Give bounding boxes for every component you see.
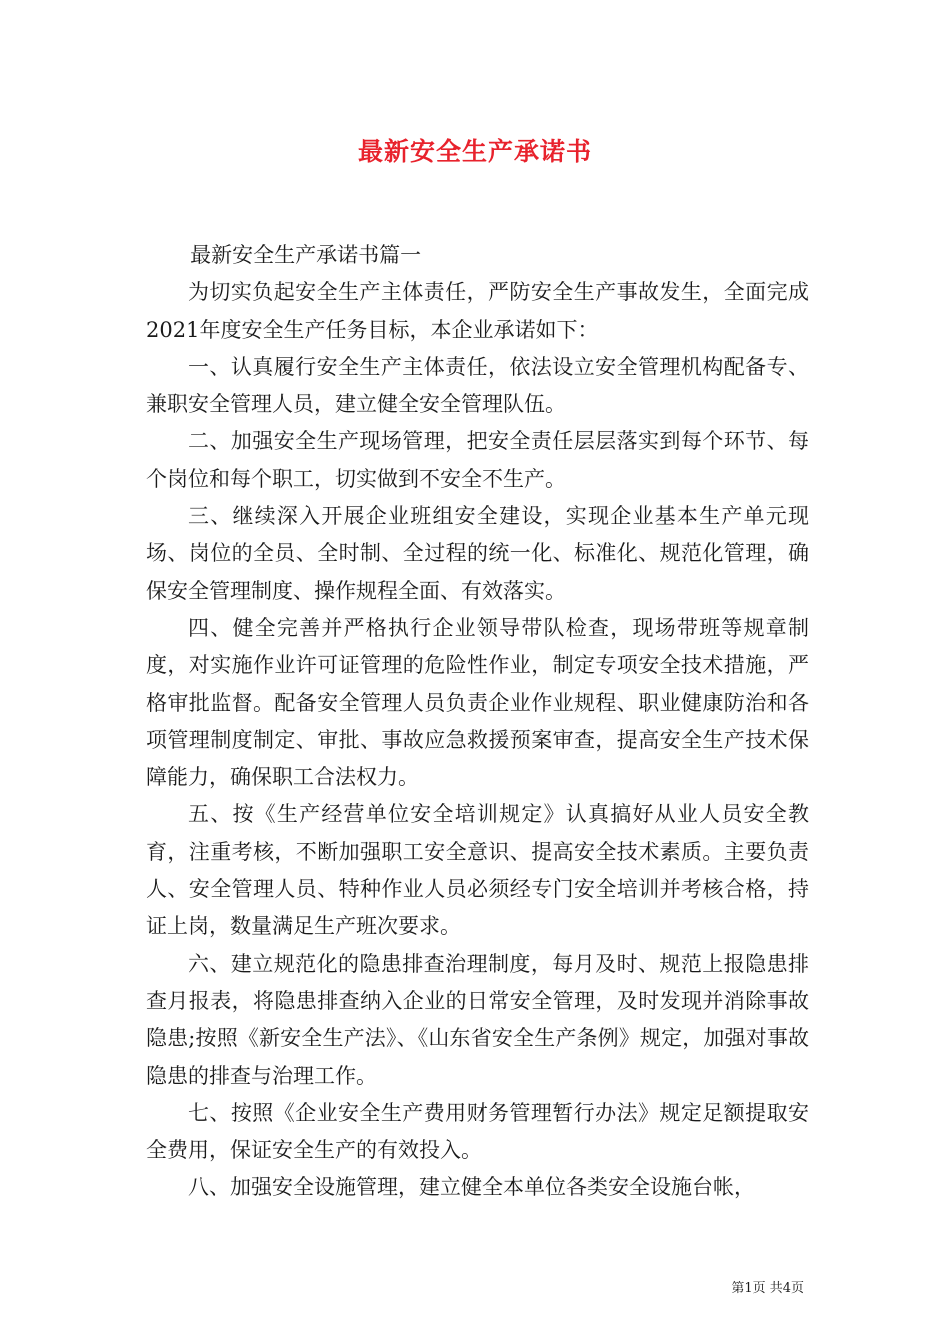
paragraph-item-5: 五、按《生产经营单位安全培训规定》认真搞好从业人员安全教育，注重考核，不断加强职工安全意识、提高安全技术素质。主要负责人、安全管理人员、特种作业人员必须经专门安全培训并考核合格，持证上岗，数量满足生产班次要求。 xyxy=(146,802,809,939)
paragraph-item-6: 六、建立规范化的隐患排查治理制度，每月及时、规范上报隐患排查月报表，将隐患排查纳入企业的日常安全管理，及时发现并消除事故隐患;按照《新安全生产法》、《山东省安全生产条例》规定，加强对事故隐患的排查与治理工作。 xyxy=(146,951,809,1088)
paragraph-item-3: 三、继续深入开展企业班组安全建设，实现企业基本生产单元现场、岗位的全员、全时制、全过程的统一化、标准化、规范化管理，确保安全管理制度、操作规程全面、有效落实。 xyxy=(146,504,809,603)
section-heading: 最新安全生产承诺书篇一 xyxy=(190,243,422,267)
page-title: 最新安全生产承诺书 xyxy=(357,137,592,166)
document-body xyxy=(146,237,809,1207)
paragraph-item-1: 一、认真履行安全生产主体责任，依法设立安全管理机构配备专、兼职安全管理人员，建立健全安全管理队伍。 xyxy=(146,354,809,417)
paragraph-item-8: 八、加强安全设施管理，建立健全本单位各类安全设施台帐， xyxy=(188,1175,755,1200)
paragraph-item-7: 七、按照《企业安全生产费用财务管理暂行办法》规定足额提取安全费用，保证安全生产的有效投入。 xyxy=(146,1100,809,1163)
paragraph-intro: 为切实负起安全生产主体责任，严防安全生产事故发生，全面完成2021年度安全生产任务目标，本企业承诺如下： xyxy=(146,280,809,342)
paragraph-item-4: 四、健全完善并严格执行企业领导带队检查，现场带班等规章制度，对实施作业许可证管理的危险性作业，制定专项安全技术措施，严格审批监督。配备安全管理人员负责企业作业规程、职业健康防治和各项管理制度制定、审批、事故应急救援预案审查，提高安全生产技术保障能力，确保职工合法权力。 xyxy=(146,615,809,790)
paragraph-item-2: 二、加强安全生产现场管理，把安全责任层层落实到每个环节、每个岗位和每个职工，切实做到不安全不生产。 xyxy=(146,429,809,491)
page-number: 第1页 共4页 xyxy=(731,1281,804,1296)
